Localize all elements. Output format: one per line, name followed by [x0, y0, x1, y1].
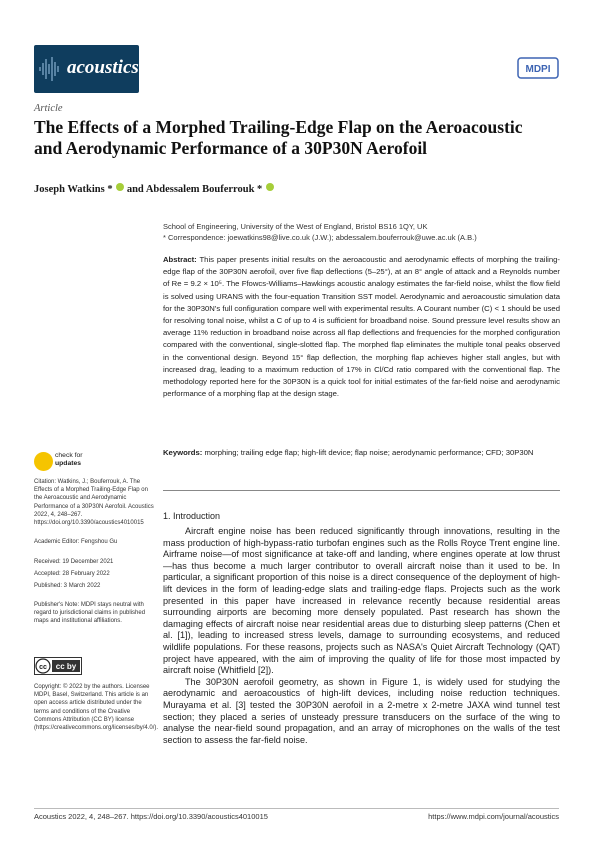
- author-name[interactable]: Abdessalem Bouferrouk *: [145, 184, 263, 195]
- paper-title: The Effects of a Morphed Trailing-Edge Flap on the Aeroacoustic and Aerodynamic Performance of a 30P30N Aerofoil: [34, 117, 523, 158]
- section-divider: [163, 490, 560, 491]
- affiliations: [163, 221, 563, 243]
- orcid-icon[interactable]: [266, 183, 274, 191]
- check-updates-icon: [34, 452, 53, 471]
- cc-license-icon[interactable]: [34, 657, 82, 675]
- keywords-text: morphing; trailing edge flap; high-lift device; flap noise; aerodynamic performance; CFD; 30P30N: [204, 448, 534, 457]
- abstract: [163, 254, 560, 400]
- keywords-label: Keywords:: [163, 448, 203, 457]
- author-separator: and: [126, 184, 144, 195]
- check-label: check for: [55, 452, 83, 459]
- updates-label: updates: [55, 460, 82, 467]
- correspondence-line: * Correspondence: joewatkins98@live.co.uk (J.W.); abdessalem.bouferrouk@uwe.ac.uk (A.B.): [163, 233, 477, 242]
- journal-logo: [34, 45, 139, 93]
- author-list: [34, 183, 274, 195]
- abstract-label: Abstract:: [163, 255, 197, 264]
- published-date: Published: 3 March 2022: [34, 583, 101, 589]
- svg-text:MDPI: MDPI: [525, 64, 551, 75]
- footer-citation[interactable]: Acoustics 2022, 4, 248–267. https://doi.org/10.3390/acoustics4010015: [34, 812, 268, 821]
- author-name[interactable]: Joseph Watkins *: [34, 184, 113, 195]
- section-heading: 1. Introduction: [163, 511, 221, 521]
- check-for-updates-button[interactable]: [34, 452, 104, 474]
- mdpi-logo-icon: [517, 57, 559, 79]
- academic-editor: Academic Editor: Fengshou Gu: [34, 539, 118, 545]
- affiliation-line: School of Engineering, University of the West of England, Bristol BS16 1QY, UK: [163, 222, 428, 231]
- keywords: [163, 447, 560, 459]
- received-date: Received: 19 December 2021: [34, 559, 114, 565]
- waveform-icon: [38, 55, 62, 83]
- publisher-note: Publisher's Note: MDPI stays neutral with regard to jurisdictional claims in published maps and institutional affiliations.: [34, 602, 146, 625]
- paragraph: Aircraft engine noise has been reduced significantly through innovations, resulting in the mass production of high-bypass-ratio turbofan engines such as the Rolls Royce Trent engine line. Airframe noise—of most significance at take-off and landing, where engines operate at low thrust—has thus become a much larger contributor to overall aircraft noise than it used to be. In particular, a significant proportion of this noise is a direct consequence of the deployment of high-lift devices in the form of leading-edge slats and trailing-edge flaps. Projects such as the work presented in this paper have increased in relevance recently because residential areas surrounding airports are becoming more densely populated. Past research has shown the damaging effects of aircraft noise near residential areas due to disturbing sleep patterns (Chen et al. [1]), leading to increased stress levels, damage to surrounding ecosystems, and reduced wildlife populations. For these reasons, projects such as NASA's Quiet Aircraft Technology (QAT) project have appeared, with the aim of improving the quality of life for those most impacted by aircraft noise (Whitfield [2]).: [163, 526, 560, 676]
- svg-text:cc by: cc by: [55, 662, 77, 671]
- footer-journal-url[interactable]: https://www.mdpi.com/journal/acoustics: [428, 812, 559, 821]
- paragraph: The 30P30N aerofoil geometry, as shown in Figure 1, is widely used for studying the aerodynamic and aeroacoustics of high-lift devices, including noise reduction techniques. Murayama et al. [3] tested the 30P30N aerofoil in a 2-metre x 2-metre JAXA wind tunnel test section; they placed a series of unsteady pressure transducers on the surface of the wing to analyse the near-field sound propagation, and an array of microphones on the walls of the test section to assess the far-field noise.: [163, 676, 560, 745]
- svg-text:cc: cc: [39, 664, 47, 671]
- accepted-date: Accepted: 28 February 2022: [34, 571, 110, 577]
- abstract-text: This paper presents initial results on the aeroacoustic and aerodynamic effects of morphing the trailing-edge flap of the 30P30N aerofoil, over five flap deflections (5–25°), at an 8° angle of attack and a Reynolds number of Re = 9.2 × 10⁵. The Ffowcs-Williams–Hawkings acoustic analogy estimates the far-field noise, whilst the flow field is solved using URANS with the four-equation Transition SST model. Aerodynamic and aeroacoustic simulation data for the 30P30N's full configuration compare well with experimental results. A Courant number (C) < 1 should be used for resolving tonal noise, whilst a C of up to 4 is sufficient for broadband noise. Sound pressure level results show an average 11% reduction in broadband noise across all flap deflections and frequencies for the morphed configuration compared with the conventional, single-slotted flap. The morphed flap eliminates the multiple tonal peaks observed in the conventional design. Beyond 15° flap deflection, the morphing flap achieves higher stall angles, but with increased drag, leading to a maximum reduction of 17% in Cl/Cd ratio compared with the conventional flap. The methodology reported here for the 30P30N is a quick tool for initial estimates of the far-field noise and aerodynamic performance of a morphing flap at the design stage.: [163, 255, 560, 399]
- footer-divider: [34, 808, 559, 809]
- orcid-icon[interactable]: [116, 183, 124, 191]
- article-type: Article: [34, 103, 63, 114]
- citation-block: Citation: Watkins, J.; Bouferrouk, A. The Effects of a Morphed Trailing-Edge Flap on the Aeroacoustic and Aerodynamic Performance of a 30P30N Aerofoil. Acoustics 2022, 4, 248–267. https://doi.org/10.3390/acoustics4010015: [34, 479, 154, 527]
- body-text: [163, 526, 560, 746]
- copyright-notice: Copyright: © 2022 by the authors. Licensee MDPI, Basel, Switzerland. This article is an open access article distributed under the terms and conditions of the Creative Commons Attribution (CC BY) license (https://creativecommons.org/licenses/by/4.0/).: [34, 684, 159, 732]
- journal-name: acoustics: [67, 57, 139, 78]
